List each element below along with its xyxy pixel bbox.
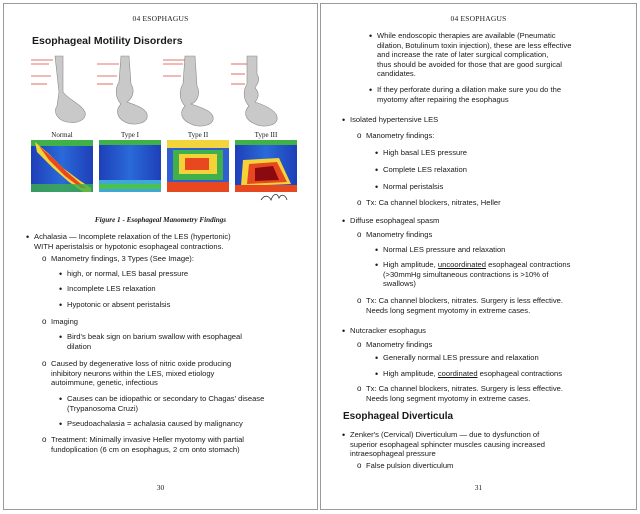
running-head: 04 ESOPHAGUS	[450, 14, 507, 23]
barium-swallow-normal	[55, 56, 85, 123]
manometry-heading: Manometry findings	[366, 230, 433, 239]
imaging-heading: Imaging	[51, 317, 79, 326]
zenker-text: Zenker's (Cervical) Diverticulum — due to dysfunction of superior esophageal sphincter muscles causing increased intraesophageal pressure	[350, 430, 546, 459]
manometry-heading: Manometry findings, 3 Types (See Image):	[51, 254, 194, 263]
list-item: Generally normal LES pressure and relaxation	[383, 353, 539, 362]
false-pulsion-text: False pulsion diverticulum	[366, 461, 454, 470]
list-item: High basal LES pressure	[383, 148, 467, 157]
list-item: Normal LES pressure and relaxation	[383, 245, 506, 254]
list-item: Normal peristalsis	[383, 182, 444, 191]
figure-label-normal: Normal	[51, 131, 73, 139]
right-page: 04 ESOPHAGUS • While endoscopic therapies are available (Pneumatic dilation, Botulinum toxin injection), these are less effective and increase the rate of later surgical complication, thus should be avoided for those that are good surgical candidates. • If they perforate during a dilation make sure you do the myotomy after repairing the esophagus • Isolated hypertensive LES o Manometry findings: • High basal LES pressure • Complete LES relaxation • Normal peristalsis o Tx: Ca channel blockers, nitrates, Heller • Diffuse esophageal spasm o Manometry findings • Normal LES pressure and relaxation • High amplitude, uncoordinated esophageal contractions (>30mmHg simultaneous contractions is >10% of swallows) o Tx: Ca channel blockers, nitrates. Surgery is less effective. Needs long segment myotomy in extreme cases. • Nutcracker esophagus o Manometry findings • Generally normal LES pressure and relaxation • High amplitude, coordinated esophageal contractions o Tx: Ca channel blockers, nitrates. Surgery is less effective. Needs long segment myotomy in extreme cases. Esophageal Diverticula • Zenker's (Cervical) Diverticulum — due to dysfunction of superior esophageal sphincter muscles causing increased intraesophageal pressure o False pulsion diverticulum 31	[320, 3, 637, 510]
section-title: Esophageal Diverticula	[343, 411, 454, 422]
cause-text: Caused by degenerative loss of nitric oxide producing inhibitory neurons within the LES, mixed etiology autoimmune, genetic, infectious	[51, 359, 232, 388]
left-page: 04 ESOPHAGUS Esophageal Motility Disorders Normal Type I Type II Type III Figure 1 - Esophageal Manometry Findings • Achalasia — Incomplete relaxation of the LES (hypertonic) WITH aperistalsis or hypotonic esophageal contractions. o Manometry findings, 3 Types (See Image): • high, or normal, LES basal pressure • Incomplete LES relaxation • Hypotonic or absent peristalsis o Imaging • Bird's beak sign on barium swallow with esophageal dilation o Caused by degenerative loss of nitric oxide producing inhibitory neurons within the LES, mixed etiology autoimmune, genetic, infectious • Causes can be idiopathic or secondary to Chagas' disease (Trypanosoma Cruzi) • Pseudoachalasia = achalasia caused by malignancy o Treatment: Minimally invasive Heller myotomy with partial fundoplication (6 cm on esophagus, 2 cm onto stomach) 30	[3, 3, 318, 510]
manometry-heading: Manometry findings	[366, 340, 433, 349]
barium-swallow-type-3	[244, 56, 277, 126]
hypertensive-les-title: Isolated hypertensive LES	[350, 115, 439, 124]
manometry-figure	[29, 54, 299, 204]
des-contractions-text: High amplitude, uncoordinated esophageal contractions (>30mmHg simultaneous contractions is >10% of swallows)	[383, 260, 571, 289]
hrm-plot-type-1	[99, 140, 161, 192]
page-number: 31	[474, 483, 483, 492]
endoscopic-text: While endoscopic therapies are available (Pneumatic dilation, Botulinum toxin injection), these are less effective and increase the rate of later surgical complication, thus should be avoided for those that are good surgical candidates.	[377, 31, 572, 79]
hrm-plot-type-2	[167, 140, 229, 192]
figure-caption: Figure 1 - Esophageal Manometry Findings	[94, 216, 227, 224]
imaging-detail: Bird's beak sign on barium swallow with esophageal dilation	[67, 332, 242, 351]
des-title: Diffuse esophageal spasm	[350, 216, 440, 225]
treatment-text: Tx: Ca channel blockers, nitrates, Heller	[366, 198, 501, 207]
barium-swallow-type-2	[180, 56, 213, 126]
treatment-text: Tx: Ca channel blockers, nitrates. Surgery is less effective. Needs long segment myotomy in extreme cases.	[366, 384, 563, 403]
list-item: high, or normal, LES basal pressure	[67, 269, 189, 278]
page-number: 30	[156, 483, 165, 492]
figure-label-type-3: Type III	[254, 131, 278, 139]
pseudoachalasia-text: Pseudoachalasia = achalasia caused by malignancy	[67, 419, 243, 428]
figure-label-type-1: Type I	[121, 131, 139, 139]
figure-label-type-2: Type II	[187, 131, 209, 139]
list-item: Incomplete LES relaxation	[67, 284, 156, 293]
barium-swallow-type-1	[116, 56, 147, 124]
running-head: 04 ESOPHAGUS	[132, 14, 189, 23]
nutcracker-contractions-text: High amplitude, coordinated esophageal contractions	[383, 369, 562, 378]
treatment-text: Tx: Ca channel blockers, nitrates. Surgery is less effective. Needs long segment myotomy in extreme cases.	[366, 296, 563, 315]
nutcracker-title: Nutcracker esophagus	[350, 326, 426, 335]
achalasia-lead: Achalasia — Incomplete relaxation of the LES (hypertonic) WITH aperistalsis or hypotonic esophageal contractions.	[34, 232, 231, 251]
hrm-plot-type-3	[235, 140, 297, 192]
manometry-heading: Manometry findings:	[366, 131, 435, 140]
section-title: Esophageal Motility Disorders	[32, 35, 183, 47]
chagas-text: Causes can be idiopathic or secondary to Chagas' disease (Trypanosoma Cruzi)	[67, 394, 265, 413]
list-item: Hypotonic or absent peristalsis	[67, 300, 171, 309]
perforation-text: If they perforate during a dilation make sure you do the myotomy after repairing the esophagus	[377, 85, 562, 104]
artist-signature	[261, 194, 287, 200]
bullet: •	[26, 232, 30, 242]
hrm-plot-normal	[31, 140, 93, 192]
list-item: Complete LES relaxation	[383, 165, 467, 174]
treatment-text: Treatment: Minimally invasive Heller myotomy with partial fundoplication (6 cm on esophagus, 2 cm onto stomach)	[51, 435, 244, 454]
